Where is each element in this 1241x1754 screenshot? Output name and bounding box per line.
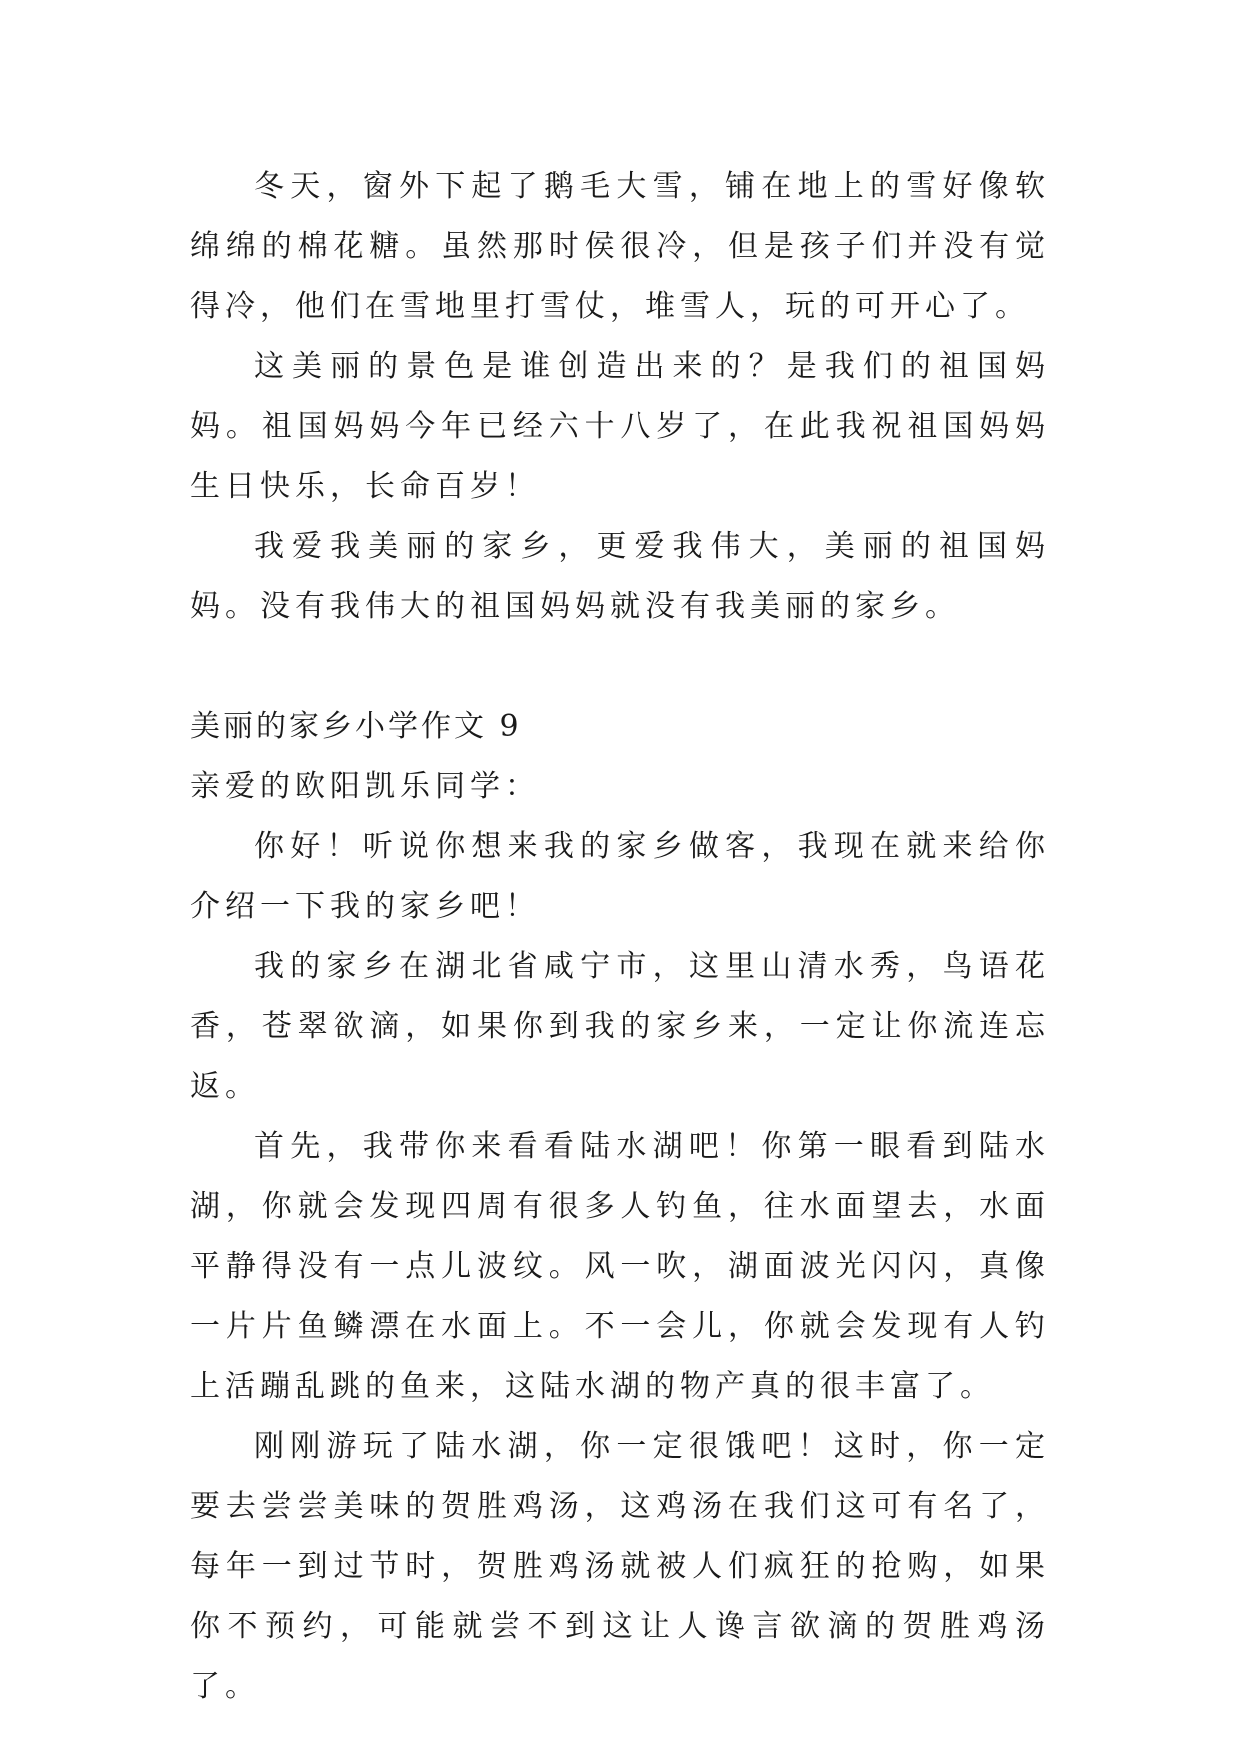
paragraph-love-hometown: 我爱我美丽的家乡，更爱我伟大，美丽的祖国妈妈。没有我伟大的祖国妈妈就没有我美丽的家乡。: [190, 529, 1050, 624]
paragraph-chicken-soup: 刚刚游玩了陆水湖，你一定很饿吧！这时，你一定要去尝尝美味的贺胜鸡汤，这鸡汤在我们这可有名了，每年一到过节时，贺胜鸡汤就被人们疯狂的抢购，如果你不预约，可能就尝不到这让人谗言欲滴的贺胜鸡汤了。: [190, 1429, 1050, 1704]
section-gap: [190, 637, 1050, 697]
salutation: 亲爱的欧阳凯乐同学：: [190, 769, 540, 804]
section-title: 美丽的家乡小学作文 9: [190, 709, 522, 744]
paragraph-greeting: 你好！听说你想来我的家乡做客，我现在就来给你介绍一下我的家乡吧！: [190, 829, 1050, 924]
paragraph-lushui-lake: 首先，我带你来看看陆水湖吧！你第一眼看到陆水湖，你就会发现四周有很多人钓鱼，往水面望去，水面平静得没有一点儿波纹。风一吹，湖面波光闪闪，真像一片片鱼鳞漂在水面上。不一会儿，你就会发现有人钓上活蹦乱跳的鱼来，这陆水湖的物产真的很丰富了。: [190, 1129, 1050, 1404]
paragraph-hometown-intro: 我的家乡在湖北省咸宁市，这里山清水秀，鸟语花香，苍翠欲滴，如果你到我的家乡来，一定让你流连忘返。: [190, 949, 1050, 1104]
paragraph-winter: 冬天，窗外下起了鹅毛大雪，铺在地上的雪好像软绵绵的棉花糖。虽然那时侯很冷，但是孩子们并没有觉得冷，他们在雪地里打雪仗，堆雪人，玩的可开心了。: [190, 169, 1050, 324]
document-body: [190, 157, 1050, 1717]
paragraph-scenery: 这美丽的景色是谁创造出来的？是我们的祖国妈妈。祖国妈妈今年已经六十八岁了，在此我祝祖国妈妈生日快乐，长命百岁！: [190, 349, 1050, 504]
